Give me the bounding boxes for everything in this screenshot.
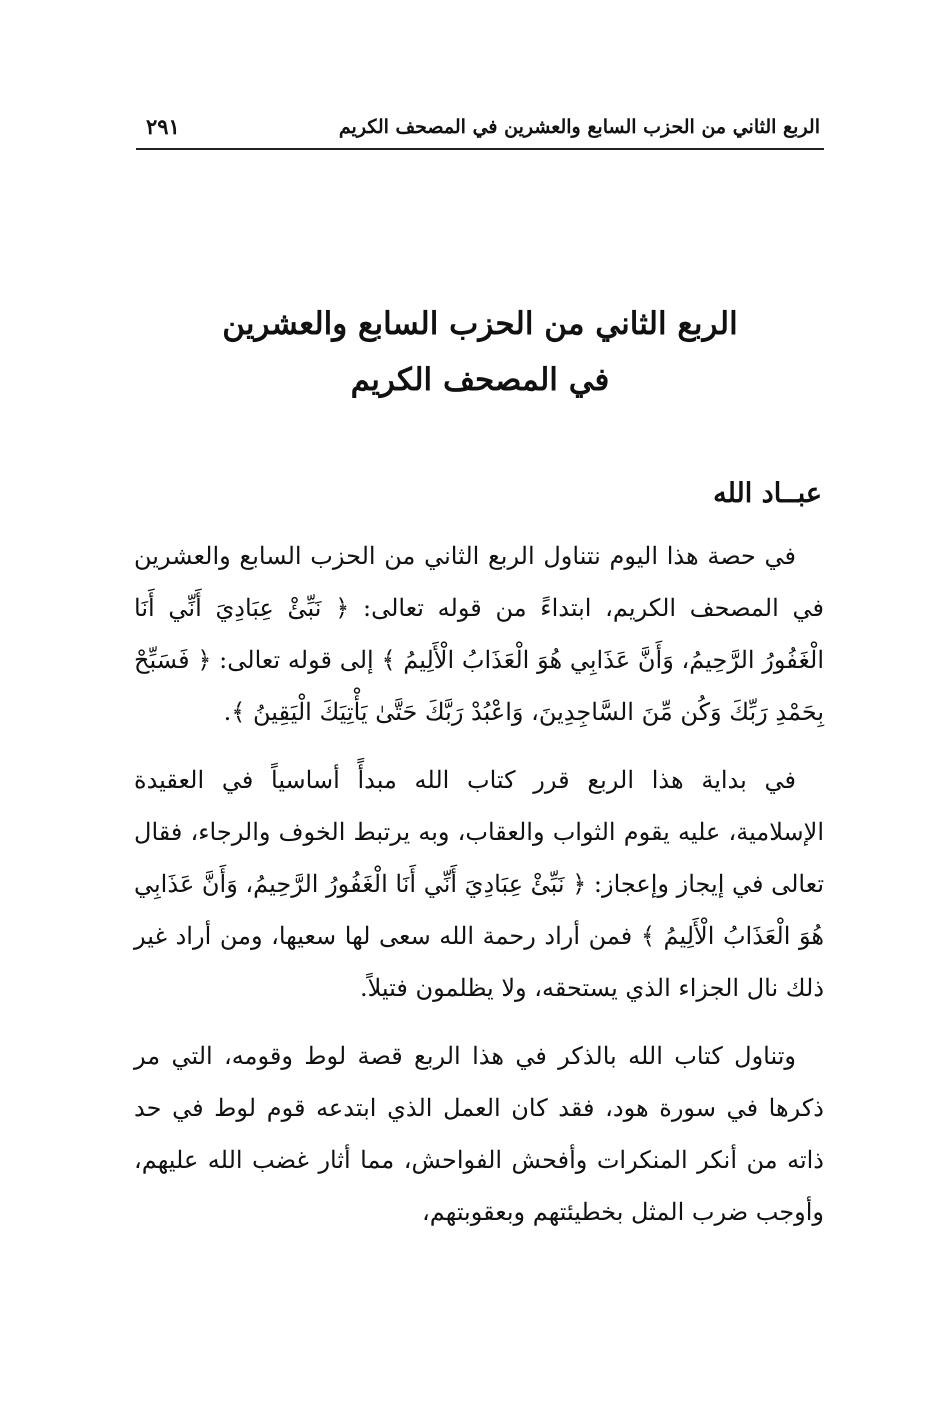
chapter-title-line-2: في المصحف الكريم bbox=[350, 362, 610, 398]
section-heading: عبــاد الله bbox=[713, 478, 822, 509]
running-header bbox=[136, 108, 824, 150]
page-number: ٢٩١ bbox=[146, 114, 180, 139]
running-title: الربع الثاني من الحزب السابع والعشرين في المصحف الكريم bbox=[338, 116, 820, 138]
body-text bbox=[134, 530, 824, 1254]
paragraph-2: في بداية هذا الربع قرر كتاب الله مبدأً أساسياً في العقيدة الإسلامية، عليه يقوم الثواب والعقاب، وبه يرتبط الخوف والرجاء، فقال تعالى في إيجاز وإعجاز: ﴿ نَبِّئْ عِبَادِيَ أَنِّي أَنَا الْغَفُورُ الرَّحِيمُ، وَأَنَّ عَذَابِي هُوَ الْعَذَابُ الْأَلِيمُ ﴾ فمن أراد رحمة الله سعى لها سعيها، ومن أراد غير ذلك نال الجزاء الذي يستحقه، ولا يظلمون فتيلاً. bbox=[134, 766, 824, 1002]
chapter-title-line-1: الربع الثاني من الحزب السابع والعشرين bbox=[222, 306, 738, 342]
chapter-title bbox=[136, 296, 824, 408]
paragraph-1: في حصة هذا اليوم نتناول الربع الثاني من الحزب السابع والعشرين في المصحف الكريم، ابتداءً من قوله تعالى: ﴿ نَبِّئْ عِبَادِيَ أَنِّي أَنَا الْغَفُورُ الرَّحِيمُ، وَأَنَّ عَذَابِي هُوَ الْعَذَابُ الْأَلِيمُ ﴾ إلى قوله تعالى: ﴿ فَسَبِّحْ بِحَمْدِ رَبِّكَ وَكُن مِّنَ السَّاجِدِينَ، وَاعْبُدْ رَبَّكَ حَتَّىٰ يَأْتِيَكَ الْيَقِينُ ﴾. bbox=[134, 542, 824, 726]
paragraph-3: وتناول كتاب الله بالذكر في هذا الربع قصة لوط وقومه، التي مر ذكرها في سورة هود، فقد كان العمل الذي ابتدعه قوم لوط في حد ذاته من أنكر المنكرات وأفحش الفواحش، مما أثار غضب الله عليهم، وأوجب ضرب المثل بخطيئتهم وبعقوبتهم، bbox=[134, 1042, 824, 1226]
